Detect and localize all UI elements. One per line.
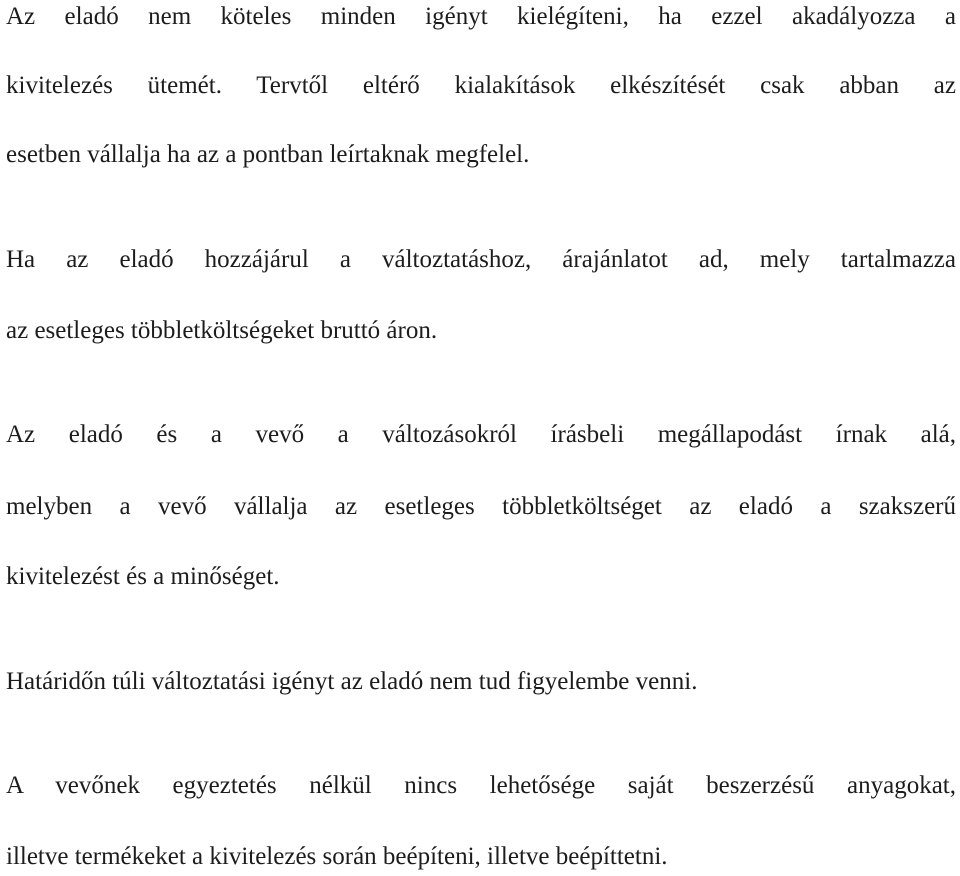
paragraph-2-line-2: az esetleges többletköltségeket bruttó áron.	[6, 317, 438, 344]
paragraph-3-line-3: kivitelezést és a minőséget.	[6, 563, 280, 590]
paragraph-1-line-2: kivitelezés ütemét. Tervtől eltérő kialakítások elkészítését csak abban az	[6, 72, 956, 99]
paragraph-4-line-1: Határidőn túli változtatási igényt az eladó nem tud figyelembe venni.	[6, 668, 698, 695]
paragraph-1-line-1: Az eladó nem köteles minden igényt kielégíteni, ha ezzel akadályozza a	[6, 3, 956, 30]
paragraph-3-line-2: melyben a vevő vállalja az esetleges többletköltséget az eladó a szakszerű	[6, 493, 956, 520]
paragraph-5-line-1: A vevőnek egyeztetés nélkül nincs lehetősége saját beszerzésű anyagokat,	[6, 772, 956, 799]
paragraph-3-line-1: Az eladó és a vevő a változásokról írásbeli megállapodást írnak alá,	[6, 421, 956, 448]
paragraph-2-line-1: Ha az eladó hozzájárul a változtatáshoz, árajánlatot ad, mely tartalmazza	[6, 246, 956, 273]
paragraph-5-line-2: illetve termékeket a kivitelezés során beépíteni, illetve beépíttetni.	[6, 843, 668, 870]
paragraph-1-line-3: esetben vállalja ha az a pontban leírtaknak megfelel.	[6, 141, 530, 168]
